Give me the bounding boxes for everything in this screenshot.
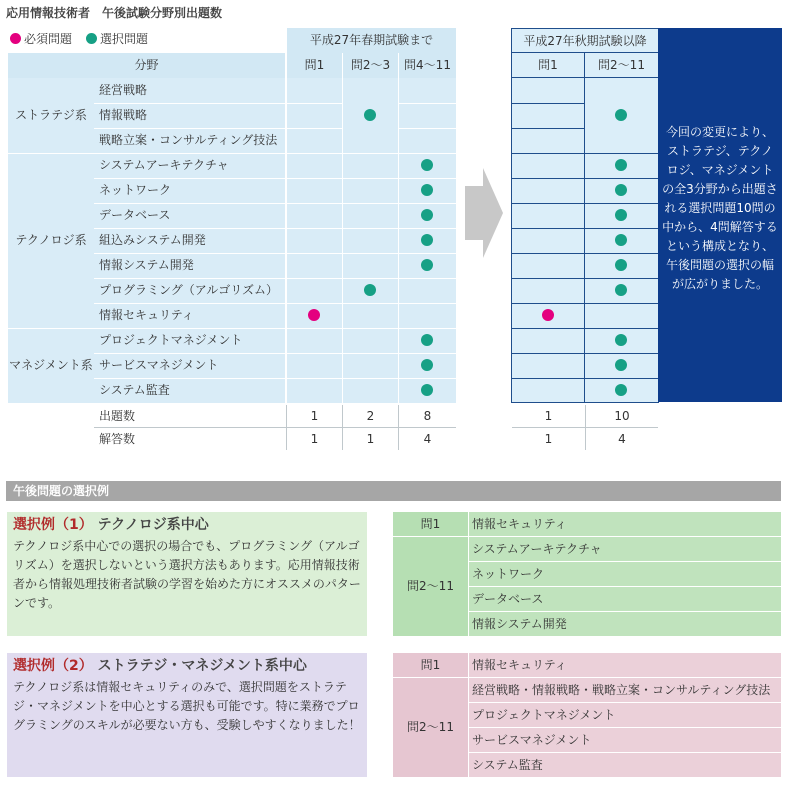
answer-label: 解答数 bbox=[94, 428, 285, 450]
example1-heading: 選択例（1） テクノロジ系中心 bbox=[13, 517, 209, 533]
example1-divider bbox=[469, 586, 781, 587]
example2-q2-label: 問2〜11 bbox=[393, 678, 468, 777]
optional-marker bbox=[615, 234, 627, 246]
optional-marker bbox=[615, 359, 627, 371]
example2-divider bbox=[469, 702, 781, 703]
example1-panel bbox=[7, 512, 367, 636]
example2-q1-label: 問1 bbox=[393, 653, 468, 677]
field-header: 分野 bbox=[8, 53, 285, 78]
row-divider bbox=[399, 103, 456, 104]
example2-divider bbox=[469, 727, 781, 728]
example1-col-divider bbox=[468, 512, 469, 636]
right-row-divider bbox=[512, 253, 658, 254]
optional-marker bbox=[615, 159, 627, 171]
example2-panel bbox=[7, 653, 367, 777]
optional-marker bbox=[421, 359, 433, 371]
field-row: システムアーキテクチャ bbox=[94, 153, 285, 178]
footer-col-divider bbox=[286, 405, 287, 450]
optional-marker bbox=[615, 184, 627, 196]
field-row: 戦略立案・コンサルティング技法 bbox=[94, 128, 285, 153]
count-label: 出題数 bbox=[94, 405, 285, 427]
row-divider bbox=[94, 253, 456, 254]
legend-required: 必須問題 bbox=[10, 30, 72, 47]
field-row: 情報セキュリティ bbox=[94, 303, 285, 328]
right-row-divider bbox=[512, 178, 658, 179]
example1-divider bbox=[393, 536, 781, 537]
example1-q2-value: ネットワーク bbox=[472, 567, 545, 581]
optional-marker bbox=[615, 259, 627, 271]
example2-q2-value: プロジェクトマネジメント bbox=[472, 708, 616, 722]
left-period-header: 平成27年春期試験まで bbox=[287, 28, 456, 53]
example2-q2-value: 経営戦略・情報戦略・戦略立案・コンサルティング技法 bbox=[472, 683, 771, 697]
optional-marker bbox=[421, 159, 433, 171]
row-divider bbox=[94, 228, 456, 229]
count-value: 8 bbox=[399, 405, 456, 427]
row-divider bbox=[94, 378, 456, 379]
example1-divider bbox=[469, 561, 781, 562]
row-divider bbox=[94, 128, 342, 129]
optional-marker bbox=[615, 209, 627, 221]
right-row-divider bbox=[512, 228, 658, 229]
right-answer-value: 1 bbox=[512, 428, 585, 450]
optional-marker bbox=[615, 109, 627, 121]
field-row: 情報システム開発 bbox=[94, 253, 285, 278]
right-row-divider bbox=[512, 353, 658, 354]
required-marker bbox=[308, 309, 320, 321]
right-count-value: 10 bbox=[586, 405, 658, 427]
right-col-header-q2-11: 問2〜11 bbox=[585, 53, 658, 78]
optional-marker bbox=[615, 284, 627, 296]
group-technology: テクノロジ系 bbox=[8, 153, 94, 328]
field-row: プロジェクトマネジメント bbox=[94, 328, 285, 353]
optional-marker bbox=[421, 234, 433, 246]
col-header-q1: 問1 bbox=[287, 53, 342, 78]
answer-value: 4 bbox=[399, 428, 456, 450]
example1-q1-value: 情報セキュリティ bbox=[472, 517, 567, 531]
section-title: 午後問題の選択例 bbox=[6, 481, 781, 501]
optional-marker bbox=[421, 334, 433, 346]
row-divider bbox=[94, 203, 456, 204]
required-dot-icon bbox=[10, 33, 21, 44]
field-row: データベース bbox=[94, 203, 285, 228]
field-row: ネットワーク bbox=[94, 178, 285, 203]
optional-marker bbox=[421, 259, 433, 271]
row-divider bbox=[94, 178, 456, 179]
example2-q1-value: 情報セキュリティ bbox=[472, 658, 567, 672]
count-value: 2 bbox=[343, 405, 398, 427]
example2-q2-value: システム監査 bbox=[472, 758, 543, 772]
field-row: 経営戦略 bbox=[94, 78, 285, 103]
right-row-divider bbox=[512, 328, 658, 329]
right-period-header: 平成27年秋期試験以降 bbox=[512, 29, 658, 53]
right-count-value: 1 bbox=[512, 405, 585, 427]
required-marker bbox=[542, 309, 554, 321]
field-row: プログラミング（アルゴリズム） bbox=[94, 278, 285, 303]
row-divider bbox=[8, 153, 456, 154]
example2-text: テクノロジ系は情報セキュリティのみで、選択問題をストラテジ・マネジメントを中心とする選択も可能です。特に業務でプログラミングのスキルが必要ない方も、受験しやすくなりました！ bbox=[13, 680, 361, 732]
row-divider bbox=[399, 128, 456, 129]
example1-divider bbox=[469, 611, 781, 612]
example2-col-divider bbox=[468, 653, 469, 777]
page-title: 応用情報技術者 午後試験分野別出題数 bbox=[6, 6, 223, 20]
right-row-divider bbox=[512, 303, 658, 304]
col-header-q2-3: 問2〜3 bbox=[343, 53, 398, 78]
row-divider bbox=[94, 278, 456, 279]
optional-marker bbox=[421, 184, 433, 196]
right-col-header-q1: 問1 bbox=[512, 53, 585, 78]
right-row-divider bbox=[512, 203, 658, 204]
field-row: システム監査 bbox=[94, 378, 285, 403]
example2-heading: 選択例（2） ストラテジ・マネジメント系中心 bbox=[13, 658, 307, 674]
right-row-divider bbox=[512, 378, 658, 379]
optional-marker bbox=[364, 109, 376, 121]
col-header-q4-11: 問4〜11 bbox=[399, 53, 456, 78]
example2-q2-value: サービスマネジメント bbox=[472, 733, 592, 747]
optional-marker bbox=[421, 384, 433, 396]
change-note: 今回の変更により、ストラテジ、テクノロジ、マネジメントの全3分野から出題される選択問題10問の中から、4問解答するという構成となり、午後問題の選択の幅が広がりました。 bbox=[658, 28, 782, 402]
example1-q2-label: 問2〜11 bbox=[393, 537, 468, 636]
optional-marker bbox=[421, 209, 433, 221]
row-divider bbox=[94, 303, 456, 304]
row-divider bbox=[94, 103, 342, 104]
right-row-divider bbox=[512, 103, 585, 104]
example1-text: テクノロジ系中心での選択の場合でも、プログラミング（アルゴリズム）を選択しないという選択方法もあります。応用情報技術者から情報処理技術者試験の学習を始めた方にオススメのパターンです。 bbox=[13, 539, 361, 610]
group-strategy: ストラテジ系 bbox=[8, 78, 94, 153]
row-divider bbox=[8, 328, 456, 329]
footer-col-divider bbox=[342, 405, 343, 450]
right-row-divider bbox=[512, 128, 585, 129]
right-row-divider bbox=[512, 278, 658, 279]
example1-q1-label: 問1 bbox=[393, 512, 468, 536]
arrow-right-icon bbox=[465, 168, 505, 258]
legend-optional: 選択問題 bbox=[86, 30, 148, 47]
example1-q2-value: データベース bbox=[472, 592, 544, 606]
count-value: 1 bbox=[287, 405, 342, 427]
example2-divider bbox=[393, 677, 781, 678]
field-row: 情報戦略 bbox=[94, 103, 285, 128]
q2-3-column bbox=[343, 78, 398, 403]
row-divider bbox=[94, 353, 456, 354]
example1-q2-value: 情報システム開発 bbox=[472, 617, 567, 631]
answer-value: 1 bbox=[343, 428, 398, 450]
example1-q2-value: システムアーキテクチャ bbox=[472, 542, 602, 556]
footer-col-divider bbox=[398, 405, 399, 450]
optional-marker bbox=[364, 284, 376, 296]
example2-divider bbox=[469, 752, 781, 753]
answer-value: 1 bbox=[287, 428, 342, 450]
field-row: サービスマネジメント bbox=[94, 353, 285, 378]
optional-dot-icon bbox=[86, 33, 97, 44]
optional-marker bbox=[615, 384, 627, 396]
right-footer-col-divider bbox=[585, 405, 586, 450]
right-row-divider bbox=[512, 153, 658, 154]
optional-marker bbox=[615, 334, 627, 346]
group-management: マネジメント系 bbox=[8, 328, 94, 403]
right-answer-value: 4 bbox=[586, 428, 658, 450]
q1-column bbox=[287, 78, 342, 403]
field-row: 組込みシステム開発 bbox=[94, 228, 285, 253]
